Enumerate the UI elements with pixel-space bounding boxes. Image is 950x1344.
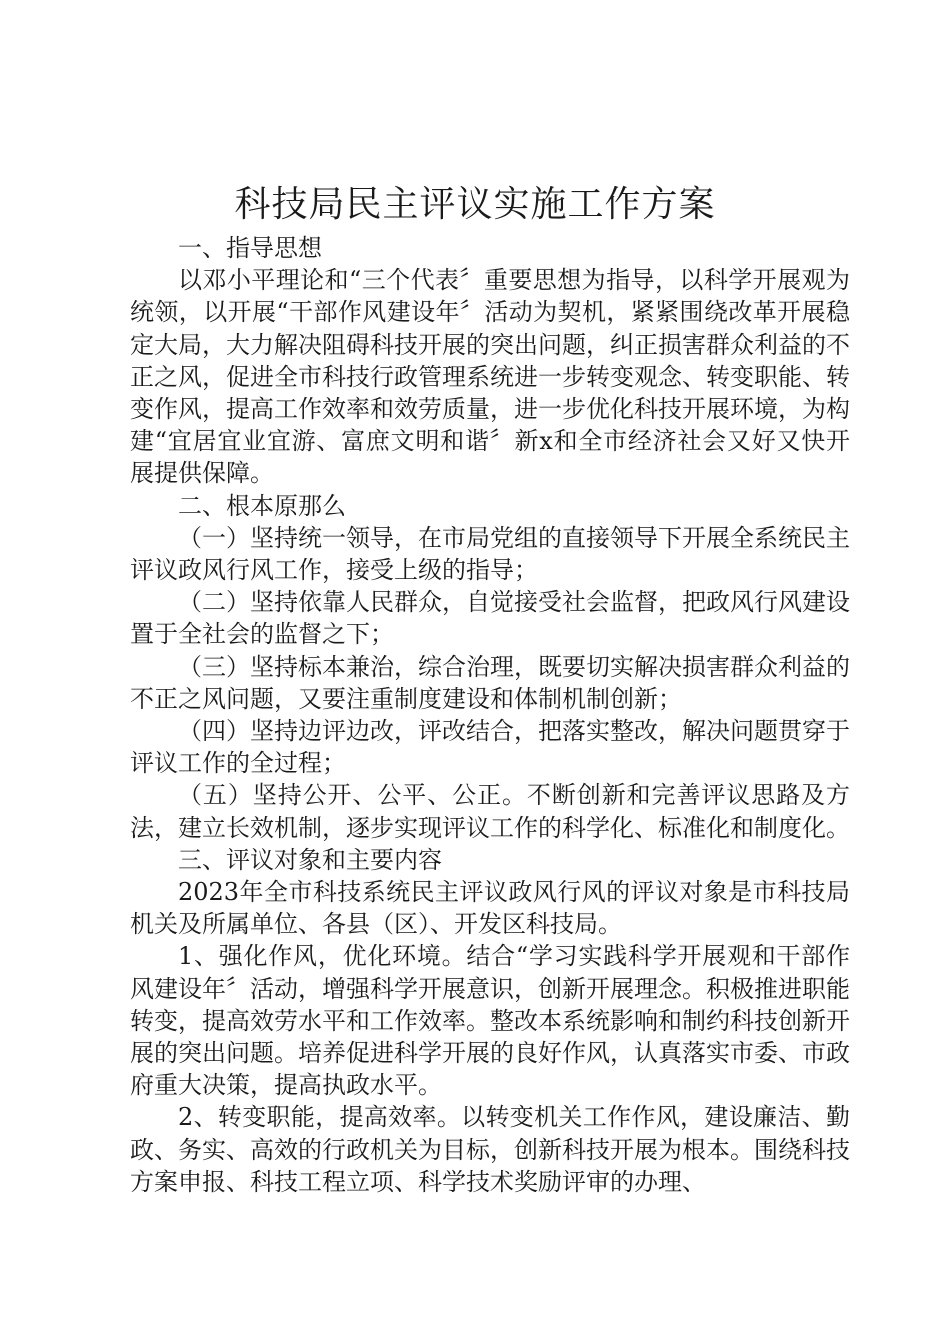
paragraph: （二）坚持依靠人民群众，自觉接受社会监督，把政风行风建设置于全社会的监督之下； xyxy=(130,588,850,649)
document-body xyxy=(130,232,850,1198)
paragraph: 2、转变职能，提高效率。以转变机关工作作风，建设廉洁、勤政、务实、高效的行政机关为目标，创新科技开展为根本。围绕科技方案申报、科技工程立项、科学技术奖励评审的办理、 xyxy=(130,1103,850,1196)
paragraph: （四）坚持边评边改，评改结合，把落实整改，解决问题贯穿于评议工作的全过程； xyxy=(130,717,850,778)
paragraph: 2023年全市科技系统民主评议政风行风的评议对象是市科技局机关及所属单位、各县（区）、开发区科技局。 xyxy=(130,878,850,939)
paragraph: （一）坚持统一领导，在市局党组的直接领导下开展全系统民主评议政风行风工作，接受上级的指导； xyxy=(130,523,850,585)
section-heading: 三、评议对象和主要内容 xyxy=(178,845,442,874)
paragraph: （三）坚持标本兼治，综合治理，既要切实解决损害群众利益的不正之风问题，又要注重制度建设和体制机制创新； xyxy=(130,652,850,713)
paragraph: （五）坚持公开、公平、公正。不断创新和完善评议思路及方法，建立长效机制，逐步实现评议工作的科学化、标准化和制度化。 xyxy=(130,781,850,842)
paragraph: 以邓小平理论和“三个代表〞重要思想为指导，以科学开展观为统领，以开展“干部作风建设年〞活动为契机，紧紧围绕改革开展稳定大局，大力解决阻碍科技开展的突出问题，纠正损害群众利益的不正之风，促进全市科技行政管理系统进一步转变观念、转变职能、转变作风，提高工作效率和效劳质量，进一步优化科技开展环境，为构建“宜居宜业宜游、富庶文明和谐〞新x和全市经济社会又好又快开展提供保障。 xyxy=(130,266,850,488)
section-heading: 一、指导思想 xyxy=(178,234,322,262)
section-heading: 二、根本原那么 xyxy=(178,491,346,520)
paragraph: 1、强化作风，优化环境。结合“学习实践科学开展观和干部作风建设年〞活动，增强科学开展意识，创新开展理念。积极推进职能转变，提高效劳水平和工作效率。整改本系统影响和制约科技创新开展的突出问题。培养促进科学开展的良好作风，认真落实市委、市政府重大决策，提高执政水平。 xyxy=(130,942,850,1100)
document-title: 科技局民主评议实施工作方案 xyxy=(234,184,716,225)
